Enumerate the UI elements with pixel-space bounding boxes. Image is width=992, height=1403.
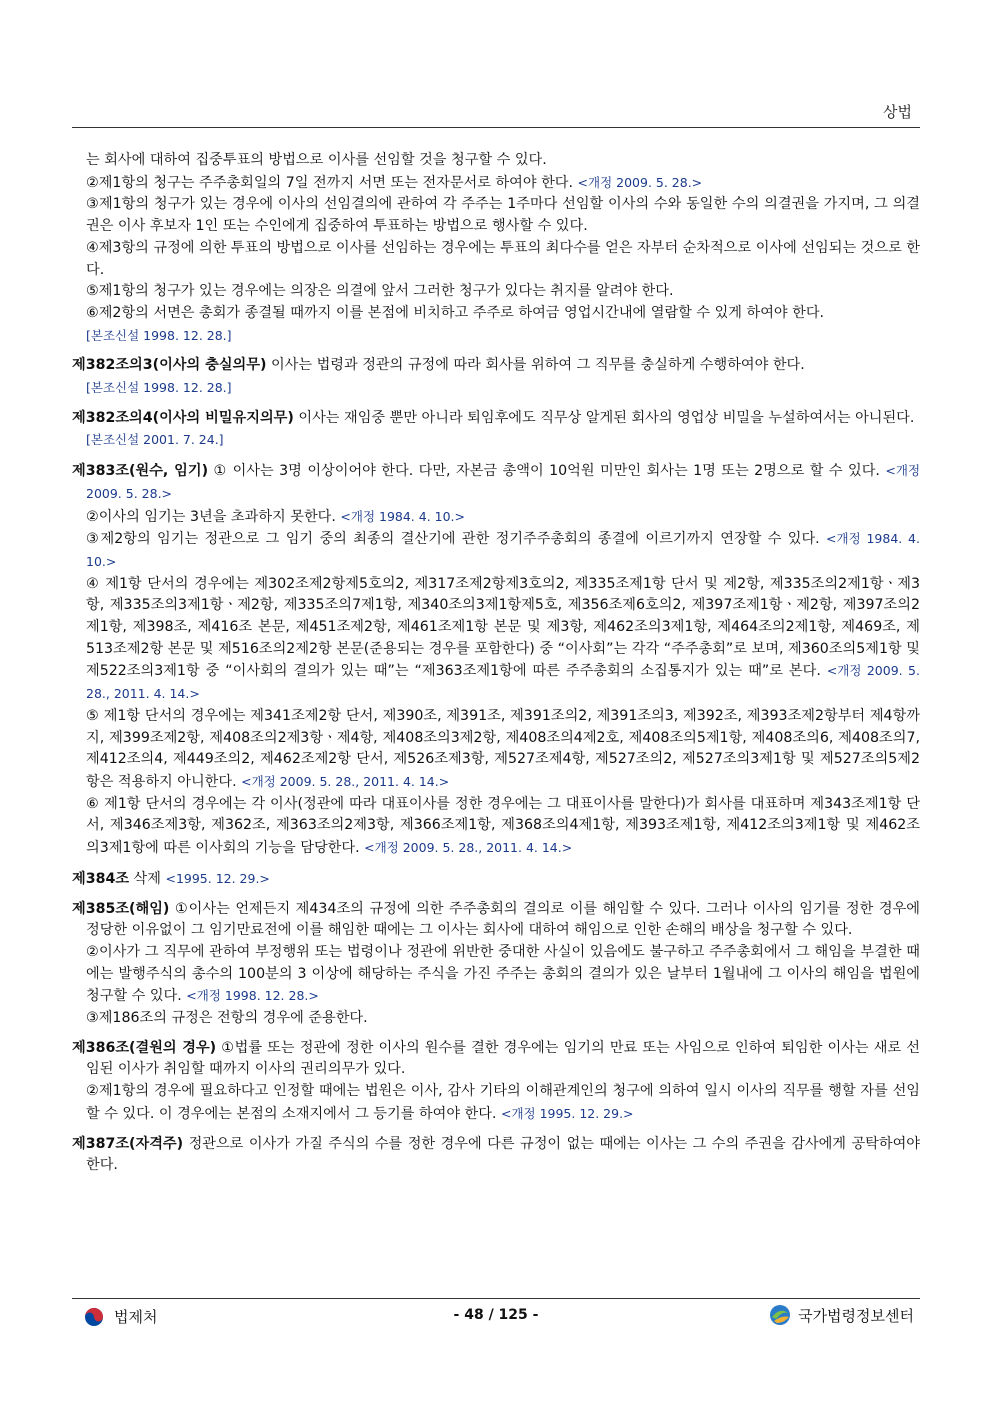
clause-paragraph: [72, 942, 920, 1008]
paragraph-text: 정관으로 이사가 가질 주식의 수를 정한 경우에 다른 규정이 없는 때에는 이사는 그 수의 주권을 감사에게 공탁하여야 한다.: [86, 1135, 920, 1174]
page-header-title: 상법: [883, 103, 912, 121]
paragraph-text: ②제1항의 청구는 주주총회일의 7일 전까지 서면 또는 전자문서로 하여야 한다.: [86, 174, 574, 191]
header-divider: [72, 127, 920, 128]
footer-center-name: 국가법령정보센터: [798, 1306, 914, 1325]
article-paragraph: [72, 1134, 920, 1177]
article-paragraph: [72, 899, 920, 942]
footer-divider: [72, 1298, 920, 1299]
clause-paragraph: [72, 194, 920, 237]
article-paragraph: [72, 868, 920, 891]
clause-paragraph: [72, 325, 920, 348]
article-heading: 제387조(자격주): [72, 1135, 184, 1152]
paragraph-text: 이사는 법령과 정관의 규정에 따라 회사를 위하여 그 직무를 충실하게 수행하여야 한다.: [266, 357, 805, 374]
clause-paragraph: [72, 281, 920, 303]
paragraph-text: ①법률 또는 정관에 정한 이사의 원수를 결한 경우에는 임기의 만료 또는 사임으로 인하여 퇴임한 이사는 새로 선임된 이사가 취임할 때까지 이사의 권리의무가 있다.: [86, 1039, 920, 1078]
article-paragraph: [72, 460, 920, 505]
paragraph-text: ②이사가 그 직무에 관하여 부정행위 또는 법령이나 정관에 위반한 중대한 사실이 있음에도 불구하고 주주총회에서 그 해임을 부결한 때에는 발행주식의 총수의 100분의 3 이상에 해당하는 주식을 가진 주주는 총회의 결의가 있은 날부터 1월내에 그 이사의 해임을 법원에 청구할 수 있다.: [86, 943, 920, 1005]
amendment-note: <개정 2009. 5. 28.>: [577, 174, 703, 190]
law-center-logo-icon: [768, 1303, 792, 1327]
article-heading: 제382조의3(이사의 충실의무): [72, 357, 267, 374]
clause-paragraph: [72, 238, 920, 281]
amendment-note: <1995. 12. 29.>: [165, 870, 270, 886]
paragraph-text: 이사는 재임중 뿐만 아니라 퇴임후에도 직무상 알게된 회사의 영업상 비밀을 누설하여서는 아니된다.: [293, 409, 915, 426]
article-heading: 제385조(해임): [72, 900, 170, 917]
clause-paragraph: [72, 706, 920, 794]
paragraph-text: ④제3항의 규정에 의한 투표의 방법으로 이사를 선임하는 경우에는 투표의 최다수를 얻은 자부터 순차적으로 이사에 선임되는 것으로 한다.: [86, 239, 920, 278]
paragraph-text: ① 이사는 3명 이상이어야 한다. 다만, 자본금 총액이 10억원 미만인 회사는 1명 또는 2명으로 할 수 있다.: [208, 463, 880, 480]
amendment-note: <개정 2009. 5. 28.>: [86, 463, 921, 501]
footer-agency-name: 법제처: [114, 1308, 158, 1326]
clause-paragraph: [72, 377, 920, 400]
paragraph-text: ②제1항의 경우에 필요하다고 인정할 때에는 법원은 이사, 감사 기타의 이해관계인의 청구에 의하여 일시 이사의 직무를 행할 자를 선임할 수 있다. 이 경우에는 본점의 소재지에서 그 등기를 하여야 한다.: [86, 1083, 920, 1122]
amendment-note: <개정 1995. 12. 29.>: [500, 1105, 634, 1121]
article-heading: 제382조의4(이사의 비밀유지의무): [72, 409, 294, 426]
law-content: [72, 150, 920, 1177]
paragraph-text: ⑥제2항의 서면은 총회가 종결될 때까지 이를 본점에 비치하고 주주로 하여금 영업시간내에 열람할 수 있게 하여야 한다.: [86, 304, 825, 321]
article-heading: 제386조(결원의 경우): [72, 1039, 217, 1056]
amendment-note: <개정 1984. 4. 10.>: [340, 508, 465, 524]
clause-paragraph: [72, 1081, 920, 1125]
paragraph-text: ②이사의 임기는 3년을 초과하지 못한다.: [86, 508, 336, 525]
clause-paragraph: [72, 506, 920, 529]
footer-right: [768, 1303, 914, 1327]
article-paragraph: [72, 408, 920, 430]
amendment-note: [본조신설 1998. 12. 28.]: [86, 327, 232, 343]
amendment-note: <개정 2009. 5. 28., 2011. 4. 14.>: [86, 663, 920, 702]
article-paragraph: [72, 1038, 920, 1081]
clause-paragraph: [72, 794, 920, 860]
clause-paragraph: [72, 172, 920, 195]
clause-paragraph: [72, 150, 920, 172]
clause-paragraph: [72, 429, 920, 452]
paragraph-text: 삭제: [129, 870, 161, 887]
clause-paragraph: [72, 1008, 920, 1030]
paragraph-text: ③제1항의 청구가 있는 경우에 이사의 선임결의에 관하여 각 주주는 1주마다 선임할 이사의 수와 동일한 수의 의결권을 가지며, 그 의결권은 이사 후보자 1인 또는 수인에게 집중하여 투표하는 방법으로 행사할 수 있다.: [86, 196, 920, 235]
paragraph-text: ③제2항의 임기는 정관으로 그 임기 중의 최종의 결산기에 관한 정기주주총회의 종결에 이르기까지 연장할 수 있다.: [86, 531, 820, 548]
clause-paragraph: [72, 528, 920, 573]
paragraph-text: ③제186조의 규정은 전항의 경우에 준용한다.: [86, 1010, 368, 1027]
page-number: - 48 / 125 -: [453, 1307, 539, 1323]
amendment-note: <개정 1984. 4. 10.>: [86, 531, 920, 569]
amendment-note: <개정 2009. 5. 28., 2011. 4. 14.>: [364, 840, 573, 856]
amendment-note: <개정 2009. 5. 28., 2011. 4. 14.>: [241, 773, 450, 789]
article-paragraph: [72, 355, 920, 377]
article-heading: 제384조: [72, 870, 130, 887]
article-heading: 제383조(원수, 임기): [72, 463, 209, 480]
amendment-note: [본조신설 2001. 7. 24.]: [86, 432, 224, 448]
paragraph-text: ⑤제1항의 청구가 있는 경우에는 의장은 의결에 앞서 그러한 청구가 있다는 취지를 알려야 한다.: [86, 283, 674, 300]
paragraph-text: ⑤ 제1항 단서의 경우에는 제341조제2항 단서, 제390조, 제391조, 제391조의2, 제391조의3, 제392조, 제393조제2항부터 제4항까지, 제399조제2항, 제408조의2제3항ㆍ제4항, 제408조의3제2항, 제408조의4제2호, 제408조의5제1항, 제408조의6, 제408조의7, 제412조의4, 제449조의2, 제462조제2항 단서, 제526조제3항, 제527조제4항, 제527조의2, 제527조의3제1항 및 제527조의5제2항은 적용하지 아니한다.: [86, 707, 920, 790]
paragraph-text: ①이사는 언제든지 제434조의 규정에 의한 주주총회의 결의로 이를 해임할 수 있다. 그러나 이사의 임기를 정한 경우에 정당한 이유없이 그 임기만료전에 이를 해임한 때에는 그 이사는 회사에 대하여 해임으로 인한 손해의 배상을 청구할 수 있다.: [86, 900, 920, 939]
amendment-note: <개정 1998. 12. 28.>: [186, 988, 319, 1004]
amendment-note: [본조신설 1998. 12. 28.]: [86, 380, 232, 396]
paragraph-text: ⑥ 제1항 단서의 경우에는 각 이사(정관에 따라 대표이사를 정한 경우에는 그 대표이사를 말한다)가 회사를 대표하며 제343조제1항 단서, 제346조제3항, 제362조, 제363조의2제3항, 제366조제1항, 제368조의4제1항, 제393조제1항, 제412조의3제1항 및 제462조의3제1항에 따른 이사회의 기능을 담당한다.: [86, 795, 920, 857]
paragraph-text: ④ 제1항 단서의 경우에는 제302조제2항제5호의2, 제317조제2항제3호의2, 제335조제1항 단서 및 제2항, 제335조의2제1항ㆍ제3항, 제335조의3제1항ㆍ제2항, 제335조의7제1항, 제340조의3제1항제5호, 제356조제6호의2, 제397조제1항ㆍ제2항, 제397조의2제1항, 제398조, 제416조 본문, 제451조제2항, 제461조제1항 본문 및 제3항, 제462조의3제1항, 제464조의2제1항, 제469조, 제513조제2항 본문 및 제516조의2제2항 본문(준용되는 경우를 포함한다) 중 “이사회”는 각각 “주주총회”로 보며, 제360조의5제1항 및 제522조의3제1항 중 “이사회의 결의가 있는 때”는 “제363조제1항에 따른 주주총회의 소집통지가 있는 때”로 본다.: [86, 575, 920, 680]
clause-paragraph: [72, 574, 920, 706]
paragraph-text: 는 회사에 대하여 집중투표의 방법으로 이사를 선임할 것을 청구할 수 있다.: [86, 152, 547, 168]
clause-paragraph: [72, 303, 920, 325]
